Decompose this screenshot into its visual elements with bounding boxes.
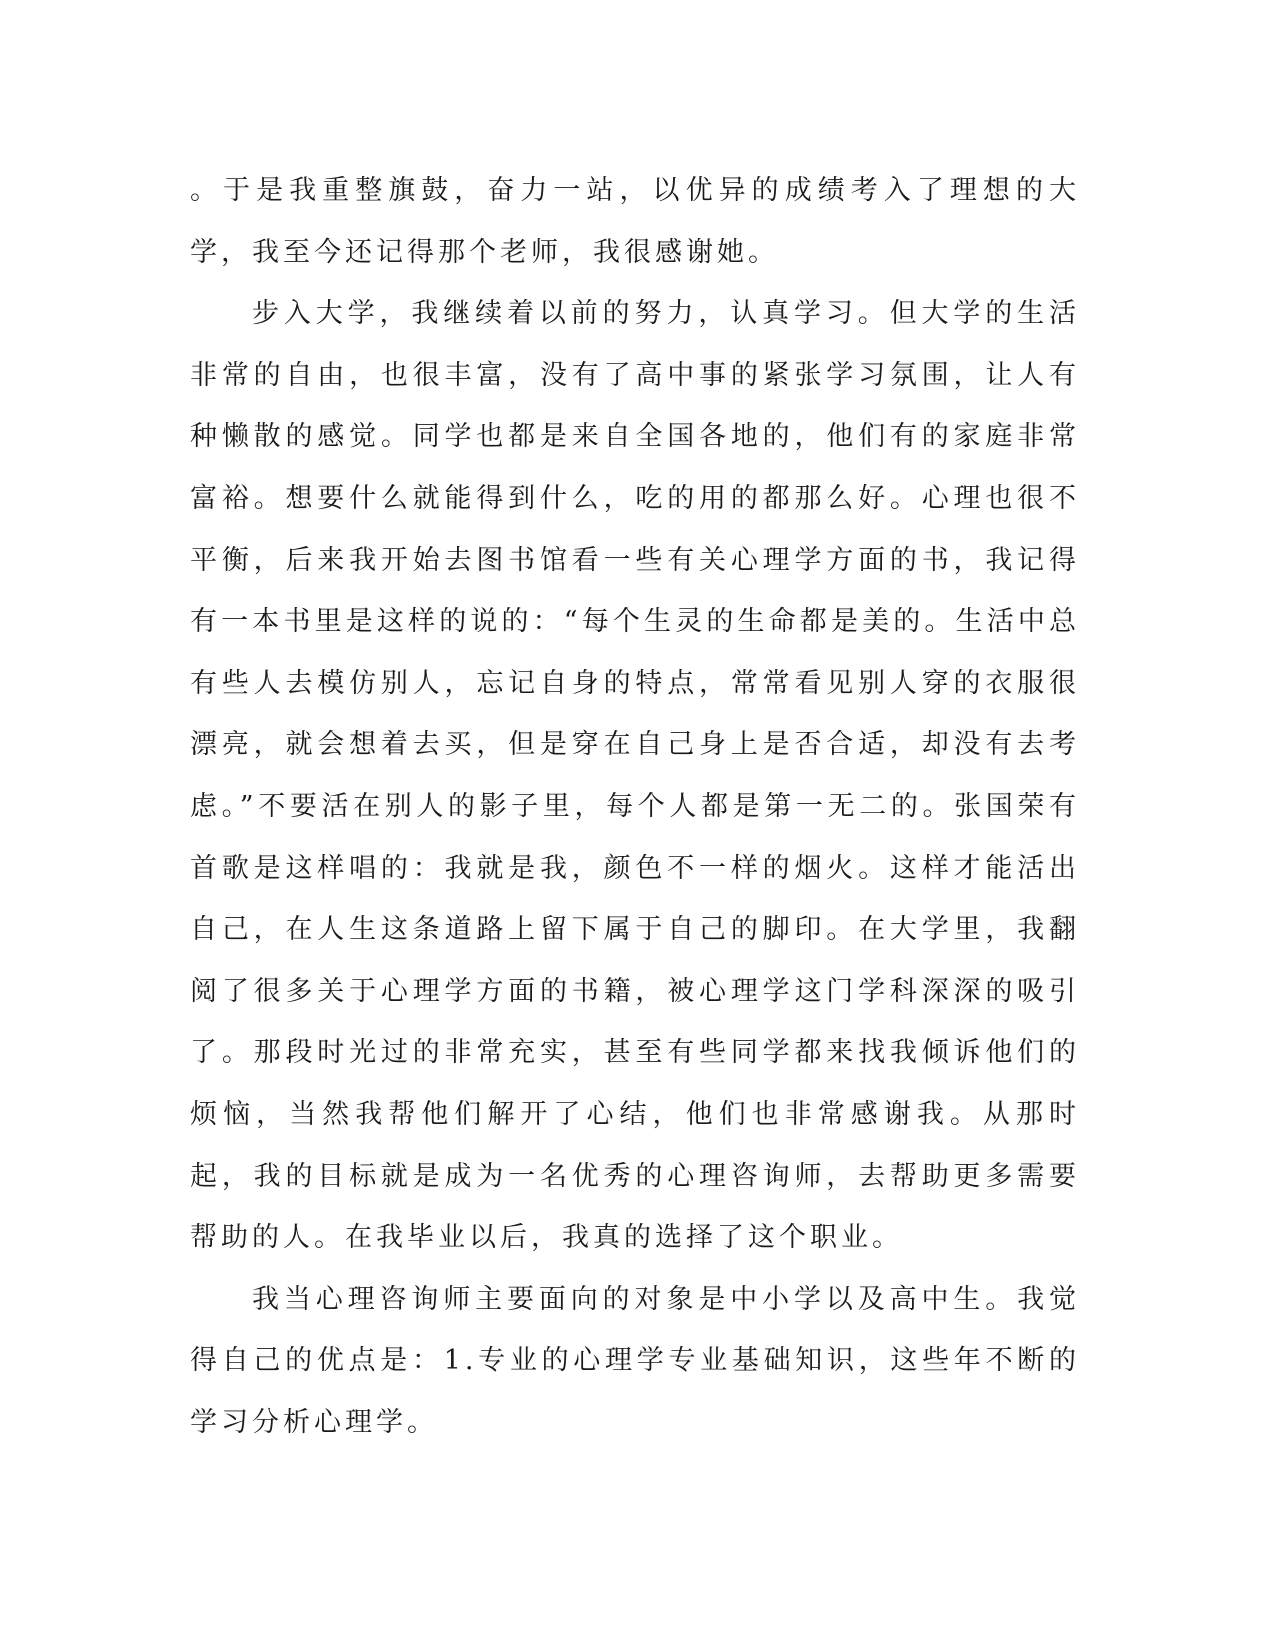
- paragraph-2: 步入大学，我继续着以前的努力，认真学习。但大学的生活非常的自由，也很丰富，没有了高中事的紧张学习氛围，让人有种懒散的感觉。同学也都是来自全国各地的，他们有的家庭非常富裕。想要什么就能得到什么，吃的用的都那么好。心理也很不平衡，后来我开始去图书馆看一些有关心理学方面的书，我记得有一本书里是这样的说的：“每个生灵的生命都是美的。生活中总有些人去模仿别人，忘记自身的特点，常常看见别人穿的衣服很漂亮，就会想着去买，但是穿在自己身上是否合适，却没有去考虑。”不要活在别人的影子里，每个人都是第一无二的。张国荣有首歌是这样唱的：我就是我，颜色不一样的烟火。这样才能活出自己，在人生这条道路上留下属于自己的脚印。在大学里，我翻阅了很多关于心理学方面的书籍，被心理学这门学科深深的吸引了。那段时光过的非常充实，甚至有些同学都来找我倾诉他们的烦恼，当然我帮他们解开了心结，他们也非常感谢我。从那时起，我的目标就是成为一名优秀的心理咨询师，去帮助更多需要帮助的人。在我毕业以后，我真的选择了这个职业。: [190, 298, 1080, 1254]
- paragraph-1: 。于是我重整旗鼓，奋力一站，以优异的成绩考入了理想的大学，我至今还记得那个老师，我很感谢她。: [190, 175, 1080, 268]
- paragraph-3: 我当心理咨询师主要面向的对象是中小学以及高中生。我觉得自己的优点是：1.专业的心理学专业基础知识，这些年不断的学习分析心理学。: [190, 1283, 1080, 1438]
- document-body: [190, 160, 1080, 1453]
